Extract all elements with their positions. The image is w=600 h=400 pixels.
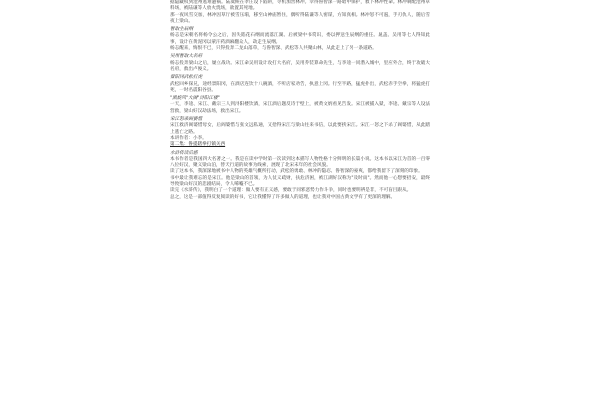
paragraph: 武松回乡探兄，途经景阳冈，在酒店连饮十八碗酒，不听店家劝告，执意上冈。行至半路，猛虎扑出，武松赤手空拳，将猛虎打死，一时名震阳谷县。 [170,81,430,93]
section-heading: "黑旋风"大闹"浔阳江楼" [170,96,220,102]
section-heading: 吴用智取大名府 [170,54,203,60]
episode-link[interactable]: 第二集：鲁提辖拳打镇关西 [170,142,226,148]
section-heading: 智取生辰纲 [170,27,193,33]
paragraph: 读完《水浒传》，我明白了一个道理：做人要有正义感，要敢于同邪恶势力作斗争，同时也要明辨是非，不可盲目跟从。 [170,188,412,194]
paragraph: 读了这本书，我深深地被书中人物的英雄气概所打动，武松的勇敢、林冲的隐忍、鲁智深的豪爽，都给我留下了深刻的印象。 [170,169,423,175]
paragraph: 书中最让我难忘的是宋江。他是梁山的首领，为人仗义疏财，扶危济困，被江湖好汉称为"及时雨"。然而他一心想要招安，最终导致梁山好汉的悲剧结局，令人唏嘘不已。 [170,175,430,188]
paragraph: 杨志是宋朝名将杨令公之后，因失陷花石纲而流落江湖。后被梁中书赏识，委以押送生辰纲的重任。晁盖、吴用等七人得知此事，设计在黄泥冈以蒙汗药酒麻翻众人，劫走生辰纲。 [170,33,430,45]
paragraph: 那一夜风雪交加，林冲因草厅被雪压塌，移至山神庙暂住，偶听得陆谦等人密谋，方知真相。林冲怒不可遏，手刃仇人，随后雪夜上梁山。 [170,12,430,24]
paragraph: 本讲作者：小李。 [170,135,207,141]
paragraph: 杨志投奔梁山之后，屡立战功。宋江命吴用设计攻打大名府，吴用乔装算命先生，与李逵一同潜入城中，里应外合，终于攻破大名府，救出卢俊义。 [170,60,430,72]
section-heading: 景阳冈武松打虎 [170,75,203,81]
section-heading: 水浒传读后感 [170,150,198,156]
paragraph: 总之，这是一部值得反复阅读的好书，它让我懂得了许多做人的道理，也让我对中国古典文学有了更深的理解。 [170,194,396,200]
paragraph: 杨志醒来，悔恨不已，只得投奔二龙山落草，与鲁智深、武松等人共聚山林，从此走上了另一条道路。 [170,46,377,52]
section-heading: 宋江怒杀阎婆惜 [170,117,203,123]
paragraph: 宋江救济阎婆惜母女，后阎婆惜与张文远私通，又拾得宋江与梁山往来书信，以此要挟宋江。宋江一怒之下杀了阎婆惜，从此踏上逃亡之路。 [170,123,430,135]
paragraph: 据隐藏权到沧州逃难避祸。陆虞候在孝庄设下陷阱，寻机加害林冲。幸得鲁智深一路暗中保护，救下林冲性命。林冲刺配沧州草料场，被陆谦等人放火烧场，欲置其死地。 [170,0,430,12]
paragraph: 本书作者是我国四大名著之一。我是在读中学时第一次读到这本描写人物性格十分鲜明的长篇小说。这本书以宋江为首的一百零八位好汉，聚义梁山泊，替天行道的故事为线索，展现了北宋末年的社会风貌。 [170,156,430,169]
paragraph: 一天，李逵、宋江、戴宗三人到浔阳楼饮酒，宋江酒后题反诗于壁上，被黄文炳看见告发。宋江被捕入狱，李逵、戴宗等人设法营救，梁山好汉劫法场，救出宋江。 [170,102,430,114]
text-column [170,0,430,201]
